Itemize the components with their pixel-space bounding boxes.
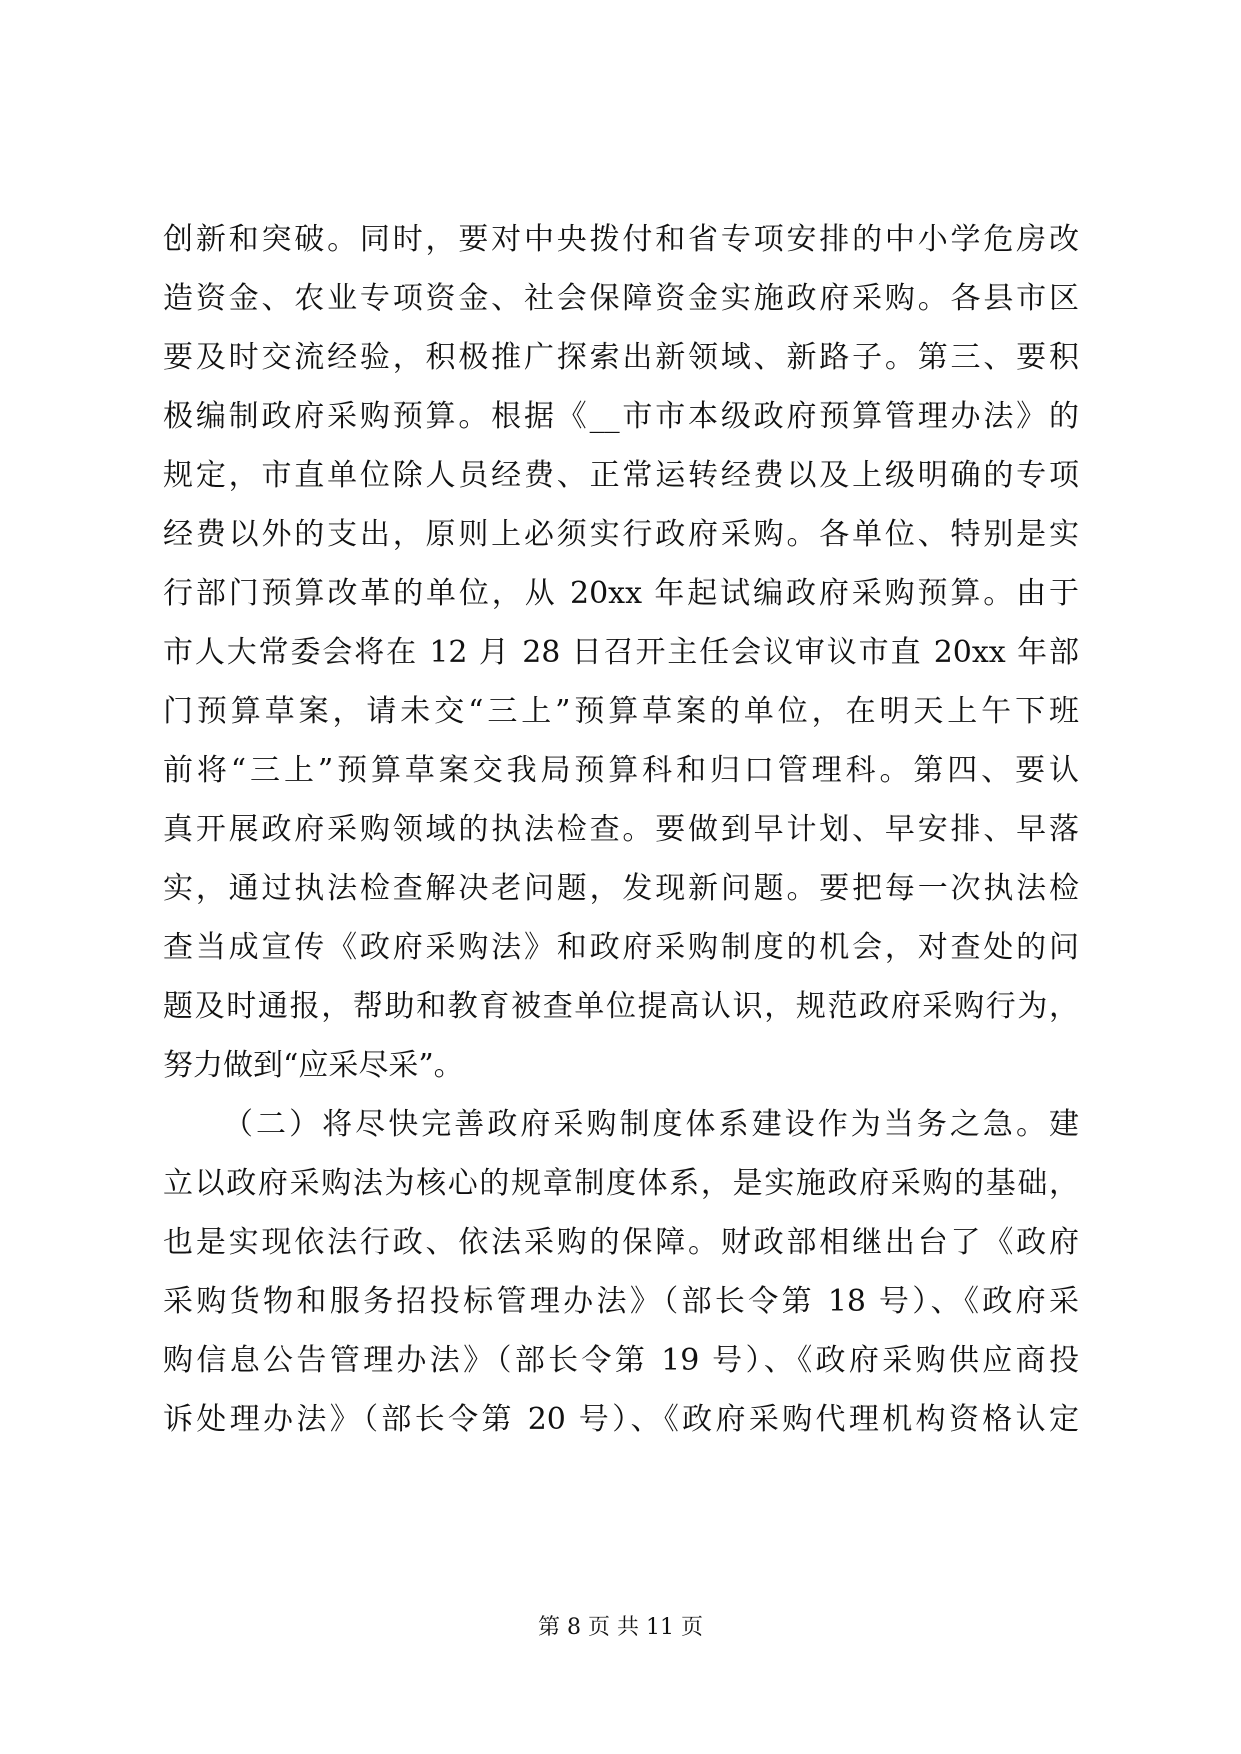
text-line: 造资金、农业专项资金、社会保障资金实施政府采购。各县市区 [163, 281, 1079, 316]
text-line: 前将“三上”预算草案交我局预算科和归口管理科。第四、要认 [163, 753, 1079, 788]
text-line: 诉处理办法》（部长令第 20 号）、《政府采购代理机构资格认定 [163, 1402, 1079, 1437]
text-line: 查当成宣传《政府采购法》和政府采购制度的机会，对查处的问 [163, 930, 1079, 965]
text-line: 也是实现依法行政、依法采购的保障。财政部相继出台了《政府 [163, 1225, 1079, 1260]
text-line: 门预算草案，请未交“三上”预算草案的单位，在明天上午下班 [163, 694, 1079, 729]
text-line: 立以政府采购法为核心的规章制度体系，是实施政府采购的基础， [163, 1166, 1079, 1201]
text-line: 行部门预算改革的单位，从 20xx 年起试编政府采购预算。由于 [163, 576, 1079, 611]
text-line: 要及时交流经验，积极推广探索出新领域、新路子。第三、要积 [163, 340, 1079, 375]
text-line: 努力做到“应采尽采”。 [163, 1048, 464, 1083]
text-line: 真开展政府采购领域的执法检查。要做到早计划、早安排、早落 [163, 812, 1079, 847]
document-body [163, 210, 1079, 1449]
text-line: 极编制政府采购预算。根据《__市市本级政府预算管理办法》的 [163, 399, 1079, 434]
text-line: 实，通过执法检查解决老问题，发现新问题。要把每一次执法检 [163, 871, 1079, 906]
text-line: 购信息公告管理办法》（部长令第 19 号）、《政府采购供应商投 [163, 1343, 1079, 1378]
text-line: 经费以外的支出，原则上必须实行政府采购。各单位、特别是实 [163, 517, 1079, 552]
text-line-indented: （二）将尽快完善政府采购制度体系建设作为当务之急。建 [223, 1107, 1079, 1142]
text-line: 题及时通报，帮助和教育被查单位提高认识，规范政府采购行为， [163, 989, 1079, 1024]
text-line: 市人大常委会将在 12 月 28 日召开主任会议审议市直 20xx 年部 [163, 635, 1079, 670]
page-number-footer: 第 8 页 共 11 页 [538, 1615, 703, 1640]
text-line: 创新和突破。同时，要对中央拨付和省专项安排的中小学危房改 [163, 222, 1079, 257]
text-line: 采购货物和服务招投标管理办法》（部长令第 18 号）、《政府采 [163, 1284, 1079, 1319]
text-line: 规定，市直单位除人员经费、正常运转经费以及上级明确的专项 [163, 458, 1079, 493]
